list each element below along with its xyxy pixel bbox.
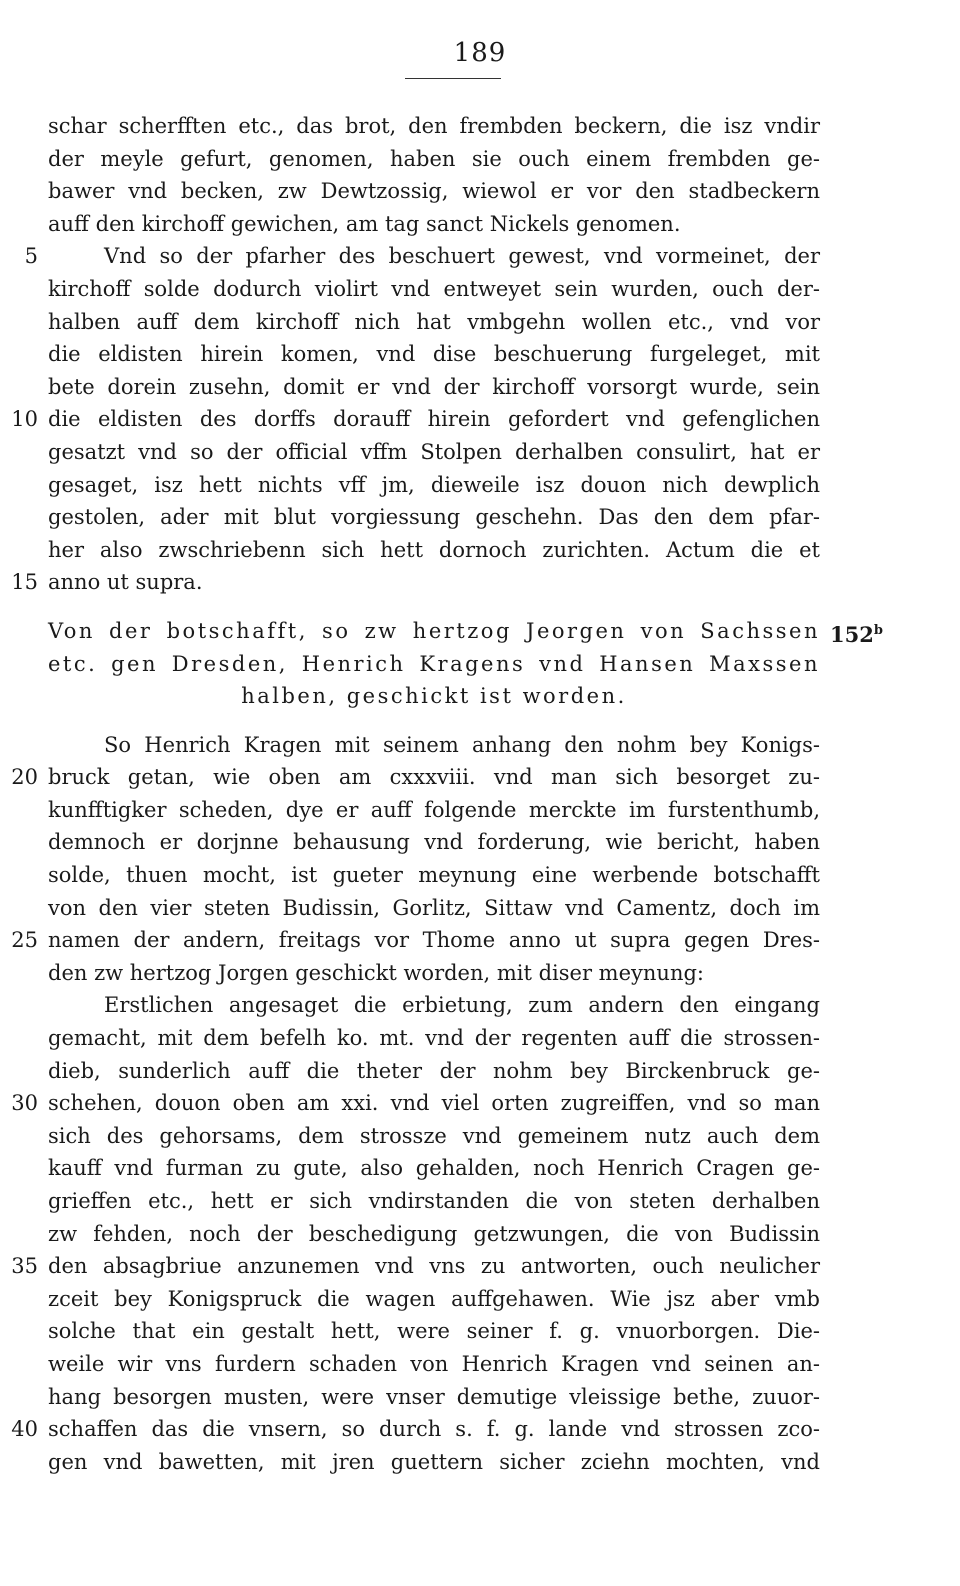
line-text: halben, geschickt ist worden. <box>241 684 627 709</box>
text-line <box>0 1381 960 1414</box>
text-line <box>0 143 960 176</box>
margin-folio-number: 152 <box>830 621 874 647</box>
text-line <box>0 1413 960 1446</box>
line-text: schehen, douon oben am xxi. vnd viel orten zugreiffen, vnd so man <box>48 1091 820 1116</box>
line-text: solde, thuen mocht, ist gueter meynung eine werbende botschafft <box>48 863 820 888</box>
text-line <box>0 273 960 306</box>
margin-folio-note <box>830 615 883 652</box>
text-line <box>0 1250 960 1283</box>
line-number: 30 <box>11 1091 38 1116</box>
heading-line <box>0 680 960 713</box>
text-line <box>0 1218 960 1251</box>
line-text: die eldisten des dorffs dorauff hirein gefordert vnd gefenglichen <box>48 407 820 432</box>
text-line <box>0 1055 960 1088</box>
line-text: schaffen das die vnsern, so durch s. f. g. lande vnd strossen zco- <box>48 1417 820 1442</box>
line-text: weile wir vns furdern schaden von Henrich Kragen vnd seinen an- <box>48 1351 820 1376</box>
text-line <box>0 403 960 436</box>
line-number: 40 <box>11 1417 38 1442</box>
line-number: 35 <box>11 1254 38 1279</box>
line-text: zw fehden, noch der beschedigung getzwungen, die von Budissin <box>48 1221 820 1246</box>
text-line <box>0 306 960 339</box>
line-text: auff den kirchoff gewichen, am tag sanct Nickels genomen. <box>48 211 681 236</box>
text-line <box>0 110 960 143</box>
text-line <box>0 1022 960 1055</box>
line-text: bete dorein zusehn, domit er vnd der kirchoff vorsorgt wurde, sein <box>48 374 820 399</box>
text-line <box>0 794 960 827</box>
text-line <box>0 1185 960 1218</box>
line-text: dieb, sunderlich auff die theter der nohm bey Birckenbruck ge- <box>48 1058 820 1083</box>
text-line <box>0 1446 960 1479</box>
text-line <box>0 1152 960 1185</box>
line-text: den zw hertzog Jorgen geschickt worden, mit diser meynung: <box>48 960 704 985</box>
section-gap <box>0 599 960 615</box>
margin-folio-side: b <box>873 622 883 638</box>
text-line <box>0 826 960 859</box>
text-line <box>0 1348 960 1381</box>
line-text: anno ut supra. <box>48 570 203 595</box>
text-line <box>0 729 960 762</box>
text-line <box>0 989 960 1022</box>
text-line <box>0 566 960 599</box>
text-line <box>0 469 960 502</box>
text-line <box>0 859 960 892</box>
line-text: namen der andern, freitags vor Thome anno ut supra gegen Dres- <box>48 928 820 953</box>
line-text: Vnd so der pfarher des beschuert gewest, vnd vormeinet, der <box>104 244 820 269</box>
line-number: 15 <box>11 570 38 595</box>
text-line <box>0 1283 960 1316</box>
text-line <box>0 957 960 990</box>
line-text: schar scherfften etc., das brot, den frembden beckern, die isz vndir <box>48 114 820 138</box>
line-text: sich des gehorsams, dem strossze vnd gemeinem nutz auch dem <box>48 1123 820 1148</box>
heading-line <box>0 648 960 681</box>
header-rule <box>405 78 501 79</box>
line-text: bawer vnd becken, zw Dewtzossig, wiewol er vor den stadbeckern <box>48 179 820 204</box>
line-text: halben auff dem kirchoff nich hat vmbgehn wollen etc., vnd vor <box>48 309 820 334</box>
line-text: kauff vnd furman zu gute, also gehalden, noch Henrich Cragen ge- <box>48 1156 820 1181</box>
line-text: hang besorgen musten, were vnser demutige vleissige bethe, zuuor- <box>48 1384 820 1409</box>
line-text: Erstlichen angesaget die erbietung, zum andern den eingang <box>104 993 820 1018</box>
line-text: kunfftigker scheden, dye er auff folgende merckte im furstenthumb, <box>48 797 820 822</box>
line-text: gestolen, ader mit blut vorgiessung geschehn. Das den dem pfar- <box>48 505 820 530</box>
line-number: 10 <box>11 407 38 432</box>
text-line <box>0 761 960 794</box>
text-line <box>0 208 960 241</box>
line-text: von den vier steten Budissin, Gorlitz, Sittaw vnd Camentz, doch im <box>48 895 820 920</box>
line-text: So Henrich Kragen mit seinem anhang den nohm bey Konigs- <box>104 732 820 757</box>
text-line <box>0 1315 960 1348</box>
line-number: 25 <box>11 928 38 953</box>
text-line <box>0 501 960 534</box>
text-line <box>0 175 960 208</box>
line-text: gesatzt vnd so der official vffm Stolpen derhalben consulirt, hat er <box>48 439 820 464</box>
text-line <box>0 371 960 404</box>
page-number: 189 <box>453 38 507 68</box>
heading-line <box>0 615 960 648</box>
line-text: etc. gen Dresden, Henrich Kragens vnd Hansen Maxssen <box>48 651 820 676</box>
body-text <box>0 110 960 1478</box>
line-text: kirchoff solde dodurch violirt vnd entweyet sein wurden, ouch der- <box>48 276 820 301</box>
line-text: bruck getan, wie oben am cxxxviii. vnd man sich besorget zu- <box>48 765 820 790</box>
line-text: Von der botschafft, so zw hertzog Jeorgen von Sachssen <box>48 618 820 643</box>
line-number: 20 <box>11 765 38 790</box>
line-text: demnoch er dorjnne behausung vnd forderung, wie bericht, haben <box>48 830 820 855</box>
line-text: grieffen etc., hett er sich vndirstanden die von steten derhalben <box>48 1189 820 1213</box>
line-text: der meyle gefurt, genomen, haben sie ouch einem frembden ge- <box>48 146 820 171</box>
text-line <box>0 240 960 273</box>
line-number: 5 <box>24 244 38 269</box>
line-text: gesaget, isz hett nichts vff jm, dieweile isz douon nich dewplich <box>48 472 820 497</box>
text-line <box>0 924 960 957</box>
section-gap <box>0 713 960 729</box>
line-text: solche that ein gestalt hett, were seiner f. g. vnuorborgen. Die- <box>48 1319 820 1344</box>
line-text: die eldisten hirein komen, vnd dise beschuerung furgeleget, mit <box>48 342 820 367</box>
text-line <box>0 338 960 371</box>
line-text: den absagbriue anzunemen vnd vns zu antworten, ouch neulicher <box>48 1254 820 1279</box>
line-text: zceit bey Konigspruck die wagen auffgehawen. Wie jsz aber vmb <box>48 1286 820 1311</box>
line-text: her also zwschriebenn sich hett dornoch zurichten. Actum die et <box>48 537 820 562</box>
line-text: gemacht, mit dem befelh ko. mt. vnd der regenten auff die strossen- <box>48 1026 820 1051</box>
text-line <box>0 892 960 925</box>
text-line <box>0 436 960 469</box>
line-text: gen vnd bawetten, mit jren guettern sicher zciehn mochten, vnd <box>48 1449 820 1474</box>
text-line <box>0 1120 960 1153</box>
text-line <box>0 534 960 567</box>
text-line <box>0 1087 960 1120</box>
